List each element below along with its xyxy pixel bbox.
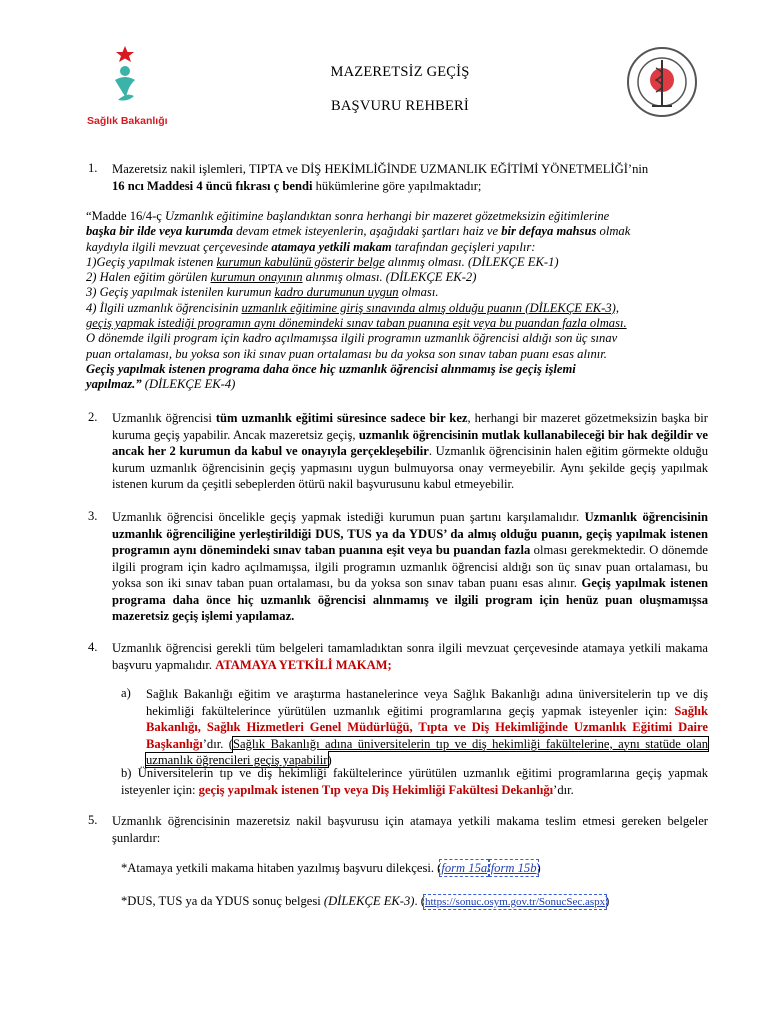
item-4a-s1: Sağlık Bakanlığı eğitim ve araştırma hastanelerince veya Sağlık Bakanlığı adına üniversitelerin tıp ve diş hekimliği fakültelerince yürütülen uzmanlık eğitimi programlarına geçiş yapmak isteyenler için:: [146, 687, 708, 718]
quote-p1: O dönemde ilgili program için kadro açılmamışsa ilgili programın uzmanlık öğrencisi aldığı son üç sınav: [86, 331, 618, 346]
quote-p4-bold: yapılmaz.”: [86, 377, 142, 392]
item-3-bold-2: Geçiş yapılmak istenen programa daha önce hiç uzmanlık öğrencisi alınmamış ve ilgili program için henüz puan oluşmamışsa mazeretsiz geçiş işlemi yapılamaz.: [112, 576, 708, 623]
item-3-text: [112, 509, 708, 625]
tipta-uzmanlik-kurulu-logo: [624, 40, 700, 130]
condition-1-underlined: kurumun kabulünü gösterir belge: [216, 254, 385, 269]
quote-p2: puan ortalaması, bu yoksa son iki sınav puan ortalaması bu da yoksa son sınav taban puanı esas alınır.: [86, 346, 607, 361]
item-4b-label: b): [121, 766, 132, 780]
condition-4-line-2: geçiş yapmak istediği programın aynı dönemindeki sınav taban puanına eşit veya bu puandan fazla olması.: [86, 316, 627, 331]
item-4a-s2: ’dır. (: [202, 736, 233, 751]
condition-2-underlined: kurumun onayının: [210, 270, 303, 285]
form-separator: /: [487, 861, 491, 875]
form-15a-link[interactable]: form 15a: [441, 861, 488, 875]
condition-2-a: 2) Halen eğitim görülen: [86, 270, 211, 285]
item-1-rest: hükümlerine göre yapılmaktadır;: [312, 178, 482, 193]
item-2-s3: . Uzmanlık öğrencisinin halen eğitim görmekte olduğu kurum uzmanlık öğrencisinin geçiş yapmasını uygun bulmuyorsa onay vermeyebilir. Aynı şekilde geçiş yapılmak istenen kurum da çeşitli sebeplerden ötürü nakil başvurusunu kabul etmeyebilir.: [112, 444, 709, 491]
condition-1-c: alınmış olması. (DİLEKÇE EK-1): [384, 254, 559, 269]
quote-p3: Geçiş yapılmak istenen programa daha önce hiç uzmanlık öğrencisi alınmamış ise geçiş işlemi: [86, 361, 576, 376]
item-3-s1: Uzmanlık öğrencisi öncelikle geçiş yapmak istediği kurumun puan şartını karşılamalıdır.: [112, 510, 585, 524]
item-2-bold-2: uzmanlık öğrencisinin mutlak kullanabileceği bir hak değildir ve ancak her 2 kurumun da kabul ve onayıyla gerçekleşebilir: [112, 427, 708, 458]
item-4a-note: Sağlık Bakanlığı adına üniversitelerin tıp ve diş hekimliği fakültelerine, aynı statüde olan uzmanlık öğrencileri geçiş yapabilir: [146, 736, 709, 767]
document-1-text: *Atamaya yetkili makama hitaben yazılmış başvuru dilekçesi. (: [121, 861, 442, 875]
item-4-text: [112, 640, 708, 673]
item-2-bold-1: tüm uzmanlık eğitimi süresince sadece bir kez: [215, 411, 468, 425]
item-4b-text: [121, 765, 708, 798]
condition-4-a: 4) İlgili uzmanlık öğrencisinin: [86, 300, 242, 315]
condition-1-a: 1)Geçiş yapılmak istenen: [86, 254, 217, 269]
item-4b-authority: geçiş yapılmak istenen Tıp veya Diş Hekimliği Fakültesi Dekanlığı: [198, 782, 554, 797]
quote-l2-bold-2: bir defaya mahsus: [501, 224, 597, 239]
page-title: MAZERETSİZ GEÇİŞ: [330, 64, 470, 80]
item-1-bold: 16 ncı Maddesi 4 üncü fıkrası ç bendi: [112, 178, 313, 193]
quote-l1a: “Madde 16/4-ç: [86, 209, 166, 223]
document-2: [121, 893, 708, 911]
saglik-bakanligi-logo: [88, 40, 172, 132]
item-1-number: 1.: [88, 161, 98, 175]
item-2-text: [112, 410, 708, 493]
quote-l2-mid: devam etmek isteyenlerin, aşağıdaki şartları haiz ve: [232, 224, 502, 239]
condition-3-underlined: kadro durumunun uygun: [274, 285, 399, 300]
item-4a-authority: Sağlık Bakanlığı, Sağlık Hizmetleri Genel Müdürlüğü, Tıpta ve Diş Hekimliğinde Uzmanlık Eğitimi Daire Başkanlığı: [146, 703, 708, 751]
item-4-s1: Uzmanlık öğrencisi gerekli tüm belgeleri tamamladıktan sonra ilgili mevzuat çerçevesinde atamaya yetkili makama başvuru yapmalıdır.: [112, 641, 708, 672]
atamaya-yetkili-makam-label: ATAMAYA YETKİLİ MAKAM;: [215, 657, 392, 672]
quote-l2-end: olmak: [596, 224, 631, 239]
item-4a-s3: ): [327, 753, 332, 767]
page-subtitle: BAŞVURU REHBERİ: [331, 98, 469, 114]
item-4-number: 4.: [88, 640, 98, 654]
osym-result-link[interactable]: https://sonuc.osym.gov.tr/SonucSec.aspx: [425, 896, 606, 908]
item-2-s2: , herhangi bir mazeret gözetmeksizin başka bir kuruma geçiş yapabilir. Ancak mazeretsiz geçiş,: [112, 411, 708, 442]
document-1-end: ): [536, 861, 541, 875]
item-1-line-1: Mazeretsiz nakil işlemleri, TIPTA ve DİŞ HEKİMLİĞİNDE UZMANLIK EĞİTİMİ YÖNETMELİĞİ’nin: [112, 162, 649, 176]
item-2-number: 2.: [88, 410, 98, 424]
quote-l3-bold: atamaya yetkili makam: [271, 239, 392, 254]
item-4a-label: a): [121, 686, 131, 700]
document-2-mid: . (: [414, 894, 425, 908]
document-1: [121, 860, 708, 877]
regulation-quote: [86, 209, 708, 393]
condition-4-underlined: uzmanlık eğitimine giriş sınavında almış olduğu puanın: [241, 300, 523, 315]
quote-l2-bold-1: başka bir ilde veya kurumda: [86, 224, 233, 239]
condition-3-a: 3) Geçiş yapılmak istenilen kurumun: [86, 285, 275, 300]
condition-2-c: alınmış olması. (DİLEKÇE EK-2): [302, 270, 477, 285]
document-2-ref: (DİLEKÇE EK-3): [323, 894, 415, 908]
quote-l3a: kaydıyla ilgili mevzuat çerçevesinde: [86, 239, 272, 254]
quote-l1b: Uzmanlık eğitimine başlandıktan sonra herhangi bir mazeret gözetmeksizin eğitimlerine: [165, 209, 610, 223]
item-3-bold-1: Uzmanlık öğrencisinin uzmanlık öğrenciliğine yerleştirildiği DUS, TUS ya da YDUS’ da almış olduğu puanın, geçiş yapılmak istenen programın aynı dönemindeki sınav taban puanına eşit veya bu puandan fazla: [112, 510, 708, 557]
item-4a-text: [146, 686, 708, 769]
item-3-number: 3.: [88, 509, 98, 523]
condition-3-c: olması.: [398, 285, 439, 300]
quote-l3c: tarafından geçişleri yapılır:: [391, 239, 536, 254]
item-4b-s1: Üniversitelerin tıp ve diş hekimliği fakültelerince yürütülen uzmanlık eğitimi programlarına geçiş yapmak isteyenler için:: [121, 766, 708, 797]
condition-4-c: (DİLEKÇE EK-3),: [522, 300, 620, 315]
document-2-end: ): [605, 894, 610, 908]
quote-p4-c: (DİLEKÇE EK-4): [141, 377, 236, 392]
item-2-s1: Uzmanlık öğrencisi: [112, 411, 216, 425]
logo-caption: Sağlık Bakanlığı: [87, 115, 168, 127]
item-4b-s2: ’dır.: [553, 782, 574, 797]
form-15b-link[interactable]: form 15b: [490, 861, 537, 875]
item-3-s2: olması gerekmektedir. O dönemde ilgili program için kadro açılmamışsa, ilgili programın uzmanlık öğrencisi aldığı son üç sınav puan ortalaması, bu yoksa son iki sınav taban puan ortalaması, bu da yoksa son sınav taban puanı esas alınır.: [112, 543, 708, 590]
item-5-number: 5.: [88, 813, 98, 827]
document-2-text: *DUS, TUS ya da YDUS sonuç belgesi: [121, 894, 324, 908]
item-5-text: Uzmanlık öğrencisinin mazeretsiz nakil başvurusu için atamaya yetkili makama teslim etmesi gereken belgeler şunlardır:: [112, 814, 708, 845]
item-1-text: [112, 161, 708, 194]
